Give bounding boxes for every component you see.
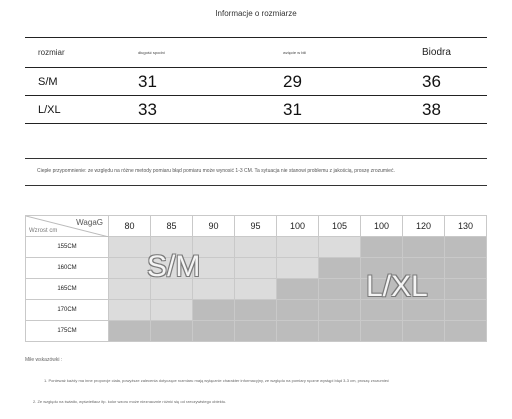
grid-cell-sm (319, 237, 361, 258)
size-label: S/M (38, 75, 58, 88)
height-row (26, 321, 487, 342)
height-row-label: 160CM (26, 258, 109, 279)
hips-value: 38 (422, 99, 441, 119)
table-row (25, 68, 487, 96)
header-length: długość spodni (138, 50, 165, 55)
grid-cell-lxl (319, 321, 361, 342)
header-size: rozmiar (38, 48, 65, 57)
grid-cell-lxl (193, 321, 235, 342)
weight-axis-label: WagaG (76, 218, 103, 227)
size-table (25, 37, 487, 124)
weight-column-header: 80 (109, 216, 151, 237)
grid-cell-lxl (361, 321, 403, 342)
size-table-header-row (25, 38, 487, 68)
grid-corner (26, 216, 109, 237)
grid-cell-lxl (445, 279, 487, 300)
weight-column-header: 95 (235, 216, 277, 237)
weight-column-header: 120 (403, 216, 445, 237)
header-hips: Biodra (422, 47, 451, 58)
grid-cell-sm (277, 258, 319, 279)
hips-value: 36 (422, 71, 441, 91)
grid-cell-sm (109, 279, 151, 300)
grid-cell-lxl (445, 258, 487, 279)
waist-value: 29 (283, 71, 302, 91)
zone-label-sm: S/M (147, 250, 201, 283)
grid-cell-lxl (235, 321, 277, 342)
weight-column-header: 90 (193, 216, 235, 237)
height-row-label: 155CM (26, 237, 109, 258)
grid-cell-lxl (277, 279, 319, 300)
height-row-label: 170CM (26, 300, 109, 321)
length-value: 33 (138, 99, 157, 119)
grid-cell-lxl (319, 258, 361, 279)
tip-item: 2. Ze względu na światło, wyświetlacz itp. kolor wzoru może nieznacznie różnić się od rzeczywistego obiektu. (33, 399, 227, 404)
grid-cell-lxl (277, 321, 319, 342)
height-row-label: 165CM (26, 279, 109, 300)
grid-cell-lxl (403, 321, 445, 342)
weight-column-header: 105 (319, 216, 361, 237)
height-axis-label: Wzrost cm (29, 228, 58, 234)
length-value: 31 (138, 71, 157, 91)
grid-cell-sm (277, 237, 319, 258)
grid-cell-lxl (109, 321, 151, 342)
size-label: L/XL (38, 103, 61, 116)
grid-cell-sm (151, 300, 193, 321)
weight-column-header: 100 (361, 216, 403, 237)
weight-column-header: 85 (151, 216, 193, 237)
grid-cell-lxl (235, 300, 277, 321)
header-waist: wzięcie w biii (283, 50, 307, 55)
tip-item: 1. Ponieważ każdy ma inne proporcje ciała, powyższe zalecenia dotyczące rozmiaru mają wyłącznie charakter informacyjny, ze względu na pomiary ręczne wystąpi błąd 3-3 cm, proszę zrozumieć (44, 378, 389, 383)
grid-cell-lxl (319, 279, 361, 300)
waist-value: 31 (283, 99, 302, 119)
grid-cell-lxl (277, 300, 319, 321)
grid-cell-sm (109, 237, 151, 258)
grid-cell-lxl (151, 321, 193, 342)
zone-label-lxl: L/XL (366, 270, 428, 303)
weight-column-header: 100 (277, 216, 319, 237)
page-title: Informacje o rozmiarze (215, 9, 297, 18)
height-row-label: 175CM (26, 321, 109, 342)
grid-cell-lxl (361, 237, 403, 258)
grid-cell-lxl (403, 237, 445, 258)
grid-cell-lxl (193, 300, 235, 321)
grid-cell-lxl (445, 300, 487, 321)
weight-column-header: 130 (445, 216, 487, 237)
grid-cell-lxl (319, 300, 361, 321)
grid-cell-sm (109, 300, 151, 321)
table-row (25, 96, 487, 124)
grid-cell-sm (235, 279, 277, 300)
grid-cell-sm (235, 258, 277, 279)
height-row (26, 237, 487, 258)
measurement-notice: Ciepłe przypomnienie: ze względu na różne metody pomiaru błąd pomiaru może wynosić 1-3 CM. Ta sytuacja nie stanowi problemu z jakością, proszę zrozumieć. (25, 158, 487, 186)
grid-cell-lxl (445, 321, 487, 342)
grid-cell-sm (235, 237, 277, 258)
grid-cell-lxl (445, 237, 487, 258)
tips-title: Miłe wskazówki : (25, 357, 63, 363)
weight-header-row (26, 216, 487, 237)
grid-cell-sm (109, 258, 151, 279)
